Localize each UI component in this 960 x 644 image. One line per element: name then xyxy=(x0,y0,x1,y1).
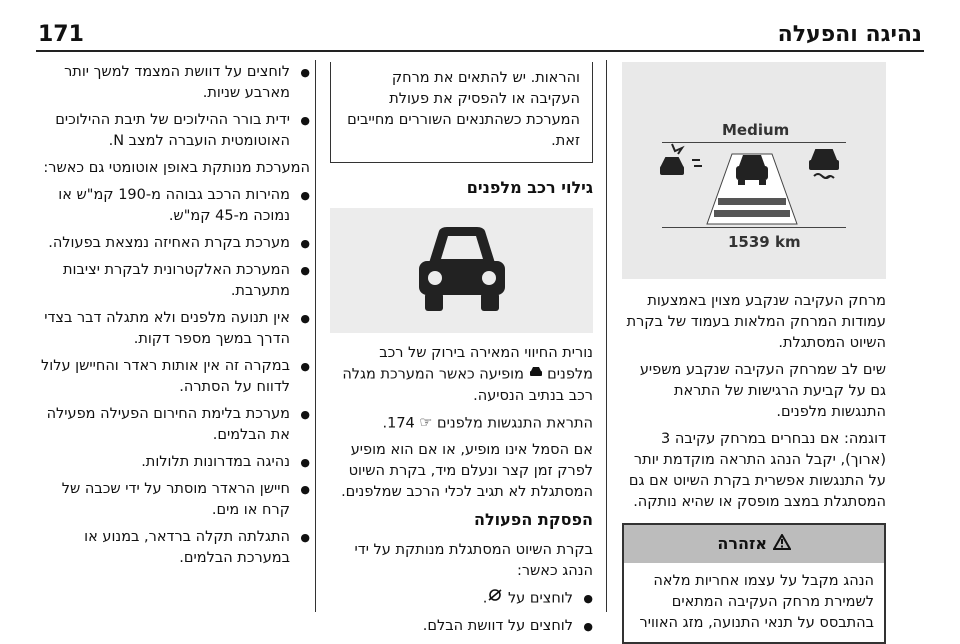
list-item: ● מערכת בקרת האחיזה נמצאת בפעולה. xyxy=(38,233,310,254)
list-item: ● לוחצים על . xyxy=(330,588,593,610)
list-item: ● לוחצים על דוושת הבלם. xyxy=(330,616,593,637)
distance-mode-label: Medium xyxy=(722,121,790,139)
warning-box xyxy=(622,523,886,644)
warning-box-continued: והראות. יש להתאים את מרחק העקיבה או להפסיק את פעולת המערכת כשהתנאים השוררים מחייבים זאת. xyxy=(330,62,593,163)
paragraph: בקרת השיוט המסתגלת מנותקת על ידי הנהג כאשר: xyxy=(354,542,593,579)
collision-alert-icon xyxy=(660,144,702,175)
cluster-display-figure xyxy=(622,62,886,279)
bullet-list xyxy=(38,185,310,569)
list-item: ● מערכת בלימת החירום הפעילה מפעילה את הבלמים. xyxy=(38,404,310,446)
paragraph: נורית החיווי המאירה בירוק של רכב מלפנים מופיעה כאשר המערכת מגלה רכב בנתיב הנסיעה. xyxy=(342,345,593,404)
header-rule xyxy=(36,50,924,52)
list-item: ● חיישן הראדר מוסתר על ידי שכבה של קרח או מים. xyxy=(38,479,310,521)
car-sensor-icon xyxy=(809,150,839,178)
vehicle-ahead-icon xyxy=(407,223,517,319)
vehicle-indicator-figure xyxy=(330,208,593,333)
paragraph: דוגמה: אם נבחרים במרחק עקיבה 3 (ארוך), יקבל הנהג התראה מוקדמת יותר על התנגשות אפשרית בקרת השיוט אם גם המסתגלת במצב מופסק או שהיא נותקה. xyxy=(628,431,886,510)
warning-triangle-icon xyxy=(773,534,791,555)
section-title: נהיגה והפעלה xyxy=(777,22,922,47)
list-item: ● המערכת האלקטרונית לבקרת יציבות מתערבת. xyxy=(38,260,310,302)
section-heading: גילוי רכב מלפנים xyxy=(466,178,593,197)
list-item: ● במקרה זה אין אותות ראדר והחיישן עלול לדווח על הסתרה. xyxy=(38,356,310,398)
distance-bar xyxy=(718,198,786,205)
bullet-list xyxy=(38,62,310,152)
list-item: ● נהיגה במדרונות תלולות. xyxy=(38,452,310,473)
paragraph: שים לב שמרחק העקיבה שנקבע משפיע גם על קביעת הרגישות של התראת התנגשות מלפנים. xyxy=(639,362,886,420)
column-divider xyxy=(606,60,607,612)
section-heading: הפסקת הפעולה xyxy=(473,510,593,529)
list-item: ● התגלתה תקלה ברדאר, במנוע או במערכת הבלמים. xyxy=(38,527,310,569)
distance-bar xyxy=(714,210,790,217)
column-3 xyxy=(38,62,310,575)
column-1 xyxy=(622,62,886,644)
paragraph: מרחק העקיבה שנקבע מצוין באמצעות עמודות המרחק המלאות בעמוד של בקרת השיוט המסתגלת. xyxy=(626,293,886,351)
list-item: ● אין תנועה מלפנים ולא מתגלה דבר בצדי הדרך במשך מספר דקות. xyxy=(38,308,310,350)
vehicle-ahead-icon xyxy=(529,364,543,385)
warning-text: הנהג מקבל על עצמו אחריות מלאה לשמירת מרחק העקיבה המתאים בהתבסס על תנאי התנועה, מזג האוויר xyxy=(639,573,874,631)
cruise-cancel-button-icon xyxy=(487,588,503,609)
page-header xyxy=(0,0,960,50)
range-readout: 1539 km xyxy=(728,233,801,251)
list-item: ● ידית בורר ההילוכים של תיבת ההילוכים האוטומטית הועברה למצב N. xyxy=(38,110,310,152)
warning-title: אזהרה xyxy=(717,534,768,553)
paragraph: אם הסמל אינו מופיע, או אם הוא מופיע לפרק זמן קצר ונעלם מיד, בקרת השיוט המסתגלת לא תגיב לכלי הרכב שמלפנים. xyxy=(341,442,593,500)
column-2 xyxy=(330,62,593,643)
page-number: 171 xyxy=(38,22,84,47)
list-item: ● מהירות הרכב גבוהה מ-190 קמ"ש או נמוכה מ-45 קמ"ש. xyxy=(38,185,310,227)
page-reference-arrow-icon: ☞ xyxy=(419,414,433,431)
paragraph: התראת התנגשות מלפנים ☞ 174. xyxy=(330,413,593,435)
display-divider xyxy=(662,227,846,228)
bullet-list xyxy=(330,588,593,637)
column-divider xyxy=(315,60,316,612)
list-item: ● לוחצים על דוושת המצמד למשך יותר מארבע שניות. xyxy=(38,62,310,104)
warning-heading xyxy=(624,525,884,563)
paragraph: המערכת מנותקת באופן אוטומטי גם כאשר: xyxy=(43,160,310,176)
